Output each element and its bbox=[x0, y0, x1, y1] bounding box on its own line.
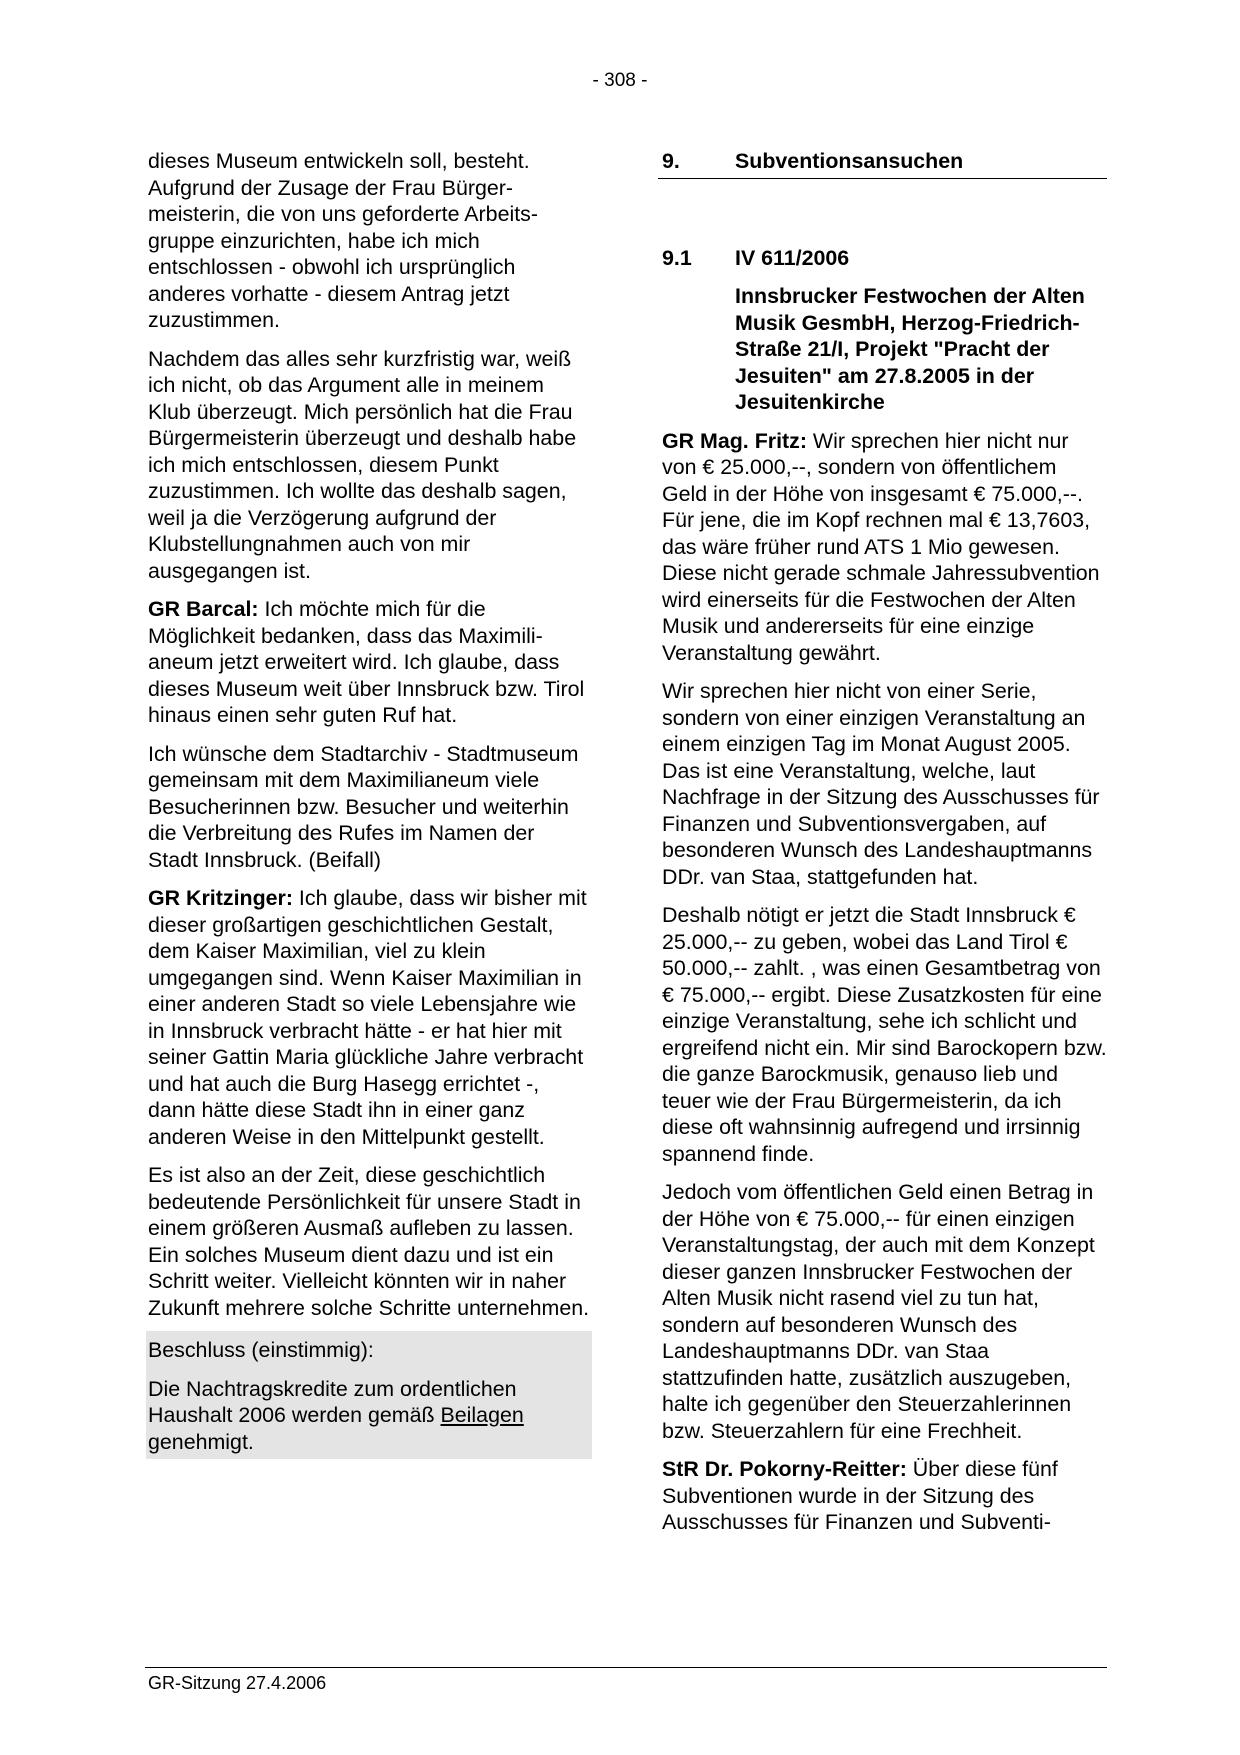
paragraph bbox=[662, 428, 1107, 667]
speech-text: Über diese fünf Subventionen wurde in der Sitzung des Ausschusses für Finanzen und Subventi- bbox=[662, 1457, 1058, 1534]
item-code: IV 611/2006 bbox=[735, 245, 850, 270]
item-number: 9.1 bbox=[662, 245, 692, 270]
section-number: 9. bbox=[662, 149, 680, 173]
footer-divider bbox=[145, 1667, 1107, 1668]
decision-text bbox=[148, 1376, 592, 1456]
speaker-name: GR Barcal: bbox=[148, 597, 259, 621]
left-column bbox=[148, 148, 590, 1459]
speech-text: Wir sprechen hier nicht nur von € 25.000,--, sondern von öffentlichem Geld in der Höhe von insgesamt € 75.000,--. Für jene, die im Kopf rechnen mal € 13,7603, das wäre früher rund ATS 1 Mio gewesen. Diese nicht gerade schmale Jahressubvention wird einerseits für die Festwochen der Alten Musik und andererseits für eine einzige Veranstaltung gewährt. bbox=[662, 428, 1100, 665]
speech-text: Ich möchte mich für die Möglichkeit bedanken, dass das Maximilianeum jetzt erweitert wird. Ich glaube, dass dieses Museum weit über Innsbruck bzw. Tirol hinaus einen sehr guten Ruf hat. bbox=[148, 597, 585, 727]
paragraph bbox=[662, 1456, 1107, 1536]
decision-text-part: Die Nachtragskredite zum ordentlichen Haushalt 2006 werden gemäß bbox=[148, 1376, 517, 1427]
paragraph: dieses Museum entwickeln soll, besteht. Aufgrund der Zusage der Frau Bürgermeisterin, die von uns geforderte Arbeitsgruppe einzurichten, habe ich mich entschlossen - obwohl ich ursprünglich anderes vorhatte - diesem Antrag jetzt zuzustimmen. bbox=[148, 149, 538, 332]
paragraph: Es ist also an der Zeit, diese geschichtlich bedeutende Persönlichkeit für unsere Stadt in einem größeren Ausmaß aufleben zu lassen. Ein solches Museum dient dazu und ist ein Schritt weiter. Vielleicht könnten wir in naher Zukunft mehrere solche Schritte unternehmen. bbox=[148, 1163, 590, 1320]
decision-box bbox=[146, 1331, 592, 1459]
paragraph: Deshalb nötigt er jetzt die Stadt Innsbruck € 25.000,-- zu geben, wobei das Land Tirol € 50.000,-- zahlt. , was einen Gesamtbetrag von € 75.000,-- ergibt. Diese Zusatzkosten für eine einzige Veranstaltung, sehe ich schlicht und ergreifend nicht ein. Mir sind Barockopern bzw. die ganze Barockmusik, genauso lieb und teuer wie der Frau Bürgermeisterin, da ich diese oft wahnsinnig aufregend und irrsinnig spannend finde. bbox=[662, 903, 1107, 1166]
speaker-name: StR Dr. Pokorny-Reitter: bbox=[662, 1457, 907, 1481]
paragraph: Nachdem das alles sehr kurzfristig war, weiß ich nicht, ob das Argument alle in meinem Klub überzeugt. Mich persönlich hat die Frau Bürgermeisterin überzeugt und deshalb habe ich mich entschlossen, diesem Punkt zuzustimmen. Ich wollte das deshalb sagen, weil ja die Verzögerung aufgrund der Klubstellungnahmen auch von mir ausgegangen ist. bbox=[148, 346, 577, 583]
right-column bbox=[662, 148, 1107, 1548]
item-heading bbox=[662, 245, 1107, 272]
speaker-name: GR Mag. Fritz: bbox=[662, 428, 807, 453]
decision-text-part: genehmigt. bbox=[148, 1429, 254, 1454]
section-title: Subventionsansuchen bbox=[735, 149, 964, 173]
paragraph bbox=[148, 596, 590, 729]
section-heading bbox=[658, 148, 1107, 179]
decision-label: Beschluss (einstimmig): bbox=[148, 1338, 374, 1362]
item-title: Innsbrucker Festwochen der Alten Musik GesmbH, Herzog-Friedrich-Straße 21/I, Projekt "Pracht der Jesuiten" am 27.8.2005 in der Jesuitenkirche bbox=[735, 284, 1085, 414]
page-number: - 308 - bbox=[592, 70, 648, 91]
paragraph: Wir sprechen hier nicht von einer Serie, sondern von einer einzigen Veranstaltung an einem einzigen Tag im Monat August 2005. Das ist eine Veranstaltung, welche, laut Nachfrage in der Sitzung des Ausschusses für Finanzen und Subventionsvergaben, auf besonderen Wunsch des Landeshauptmanns DDr. van Staa, stattgefunden hat. bbox=[662, 679, 1100, 889]
speech-text: Ich glaube, dass wir bisher mit dieser großartigen geschichtlichen Gestalt, dem Kaiser Maximilian, viel zu klein umgegangen sind. Wenn Kaiser Maximilian in einer anderen Stadt so viele Lebensjahre wie in Innsbruck verbracht hätte - er hat hier mit seiner Gattin Maria glückliche Jahre verbracht und hat auch die Burg Hasegg errichtet -, dann hätte diese Stadt ihn in einer ganz anderen Weise in den Mittelpunkt gestellt. bbox=[148, 886, 587, 1149]
beilagen-link[interactable]: Beilagen bbox=[440, 1403, 524, 1427]
speaker-name: GR Kritzinger: bbox=[148, 886, 293, 910]
paragraph bbox=[148, 885, 590, 1150]
paragraph: Jedoch vom öffentlichen Geld einen Betrag in der Höhe von € 75.000,-- für einen einzigen Veranstaltungstag, der auch mit dem Konzept dieser ganzen Innsbrucker Festwochen der Alten Musik nicht rasend viel zu tun hat, sondern auf besonderen Wunsch des Landeshauptmanns DDr. van Staa stattzufinden hatte, zusätzlich auszugeben, halte ich gegenüber den Steuerzahlerinnen bzw. Steuerzahlern für eine Frechheit. bbox=[662, 1180, 1095, 1443]
footer-text: GR-Sitzung 27.4.2006 bbox=[148, 1673, 327, 1693]
paragraph: Ich wünsche dem Stadtarchiv - Stadtmuseum gemeinsam mit dem Maximilianeum viele Besucherinnen bzw. Besucher und weiterhin die Verbreitung des Rufes im Namen der Stadt Innsbruck. (Beifall) bbox=[148, 741, 579, 872]
